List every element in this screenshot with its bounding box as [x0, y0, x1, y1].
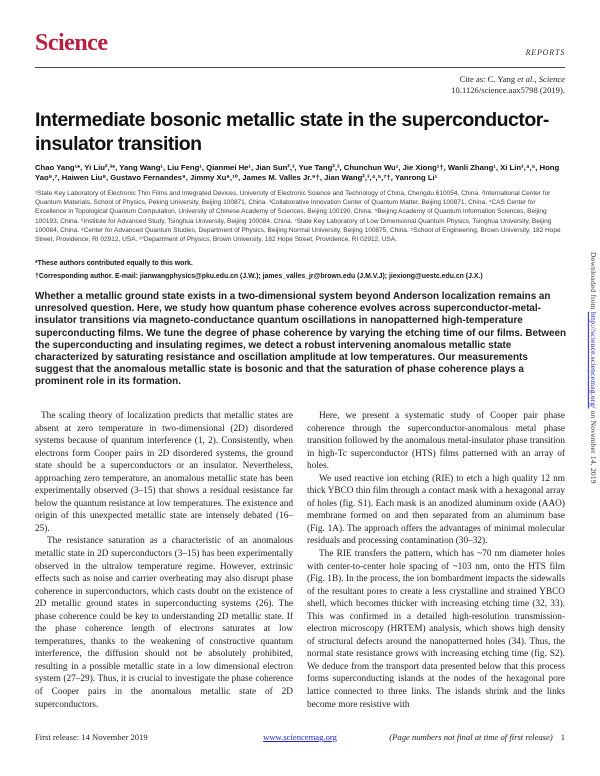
download-stamp-vertical [589, 252, 598, 562]
body-right-column [307, 410, 565, 711]
corresponding-prefix: †Corresponding author. E-mail: [35, 273, 140, 280]
body-paragraph: The scaling theory of localization predicts that metallic states are absent at zero temperature in two-dimensional (2D) disordered systems because of quantum interference (1, 2). Consistently, when electrons form Cooper pairs in 2D disordered systems, the ground state should be a superconductors or an insulator. Nevertheless, approaching zero temperature, an anomalous metallic state has been experimentally observed (3–15) that shows a residual resistance far below the quantum resistance at low temperatures. The existence and origin of this unexpected metallic state are intensely debated (16–25). [35, 411, 293, 534]
section-label-reports: REPORTS [525, 48, 565, 57]
body-two-columns [35, 410, 565, 711]
cite-doi-line: 10.1126/science.aax5798 (2019). [451, 84, 565, 95]
email-link-jx[interactable]: jiexiong@uestc.edu.cn [388, 273, 464, 280]
abstract-text: Whether a metallic ground state exists in a two-dimensional system beyond Anderson localization remains an unresolved question. Here, we study how quantum phase coherence evolves across superconductor-metal-insulator transitions via magneto-conductance quantum oscillations in nanopatterned high-temperature superconducting films. We tune the degree of phase coherence by varying the etching time of our films. Between the superconducting and insulating regimes, we detect a robust intervening anomalous metallic state characterized by saturating resistance and oscillation amplitude at low temperatures. Our measurements suggest that the anomalous metallic state is bosonic and that the saturation of phase coherence plays a prominent role in its formation. [35, 291, 566, 388]
corresponding-author-note [35, 273, 565, 280]
body-paragraph: We used reactive ion etching (RIE) to etch a high quality 12 nm thick YBCO thin film through a contact mask with a hexagonal array of holes (fig. S1). Each mask is an anodized aluminum oxide (AAO) membrane formed on and then separated from an aluminum base (Fig. 1A). The approach offers the advantages of minimal molecular residuals and processing contamination (30–32). [307, 473, 565, 547]
first-release-date: First release: 14 November 2019 [35, 732, 148, 742]
corresponding-mid2: (J.M.V.J); [355, 273, 389, 280]
paper-title [35, 109, 575, 156]
science-journal-logo: Science [35, 30, 108, 56]
affiliations-block: ¹State Key Laboratory of Electronic Thin Films and Integrated Devices, University of Electronic Science and Technology of China, Chengdu 610054, China. ²International Center for Quantum Materials, School of Physics, Peking University, Beijing 100871, China. ³Collaborative Innovation Center of Quantum Matter, Beijing 100871, China. ⁴CAS Center for Excellence in Topological Quantum Computation, University of Chinese Academy of Sciences, Beijing 100190, China. ⁵Beijing Academy of Quantum Information Sciences, Beijing 100193, China. ⁶Institute for Advanced Study, Tsinghua University, Beijing 100084, China. ⁷State Key Laboratory of Low Dimensional Quantum Physics, Tsinghua University, Beijing 100084, China. ⁸Center for Advanced Quantum Studies, Department of Physics, Beijing Normal University, Beijing 100875, China. ⁹School of Engineering, Brown University, 182 Hope Street, Providence, RI 02912, USA. ¹⁰Department of Physics, Brown University, 182 Hope Street, Providence, RI 02912, USA. [35, 190, 561, 244]
cite-prefix: Cite as: C. Yang [459, 74, 518, 84]
download-stamp-prefix: Downloaded from [589, 252, 598, 312]
body-paragraph: The RIE transfers the pattern, which has ~70 nm diameter holes with center-to-center hole spacing of ~103 nm, onto the HTS film (Fig. 1B). In the process, the ion bombardment impacts the sidewalls of the resultant pores to create a less crystalline and strained YBCO shell, which becomes thicker with increasing etching time (32, 33). This was confirmed in a detailed high-resolution transmission-electron microscopy (HRTEM) analysis, which shows high density of structural defects around the nanopatterned holes (34). Thus, the normal state resistance grows with increasing etching time (fig. S2). We deduce from the transport data presented below that this process forms superconducting islands at the nodes of the hexagonal pore lattice connected to three links. The islands shrink and the links become more resistive with [307, 549, 565, 710]
paper-title-line1: Intermediate bosonic metallic state in the superconductor- [35, 109, 549, 131]
cite-sep: , [534, 74, 539, 84]
cite-line-1 [451, 74, 565, 85]
cite-etal: et al. [517, 74, 535, 84]
page-footer [35, 732, 565, 742]
footer-right-group [365, 732, 565, 742]
cite-journal: Science [538, 74, 565, 84]
paper-title-line2: insulator transition [35, 132, 202, 155]
corresponding-suffix: (J.X.) [463, 273, 483, 280]
cite-as-block [451, 74, 565, 96]
footer-site-container [235, 732, 365, 742]
equal-contribution-note: *These authors contributed equally to this work. [35, 260, 193, 267]
email-link-jmvj[interactable]: james_valles_jr@brown.edu [262, 273, 356, 280]
email-link-jw[interactable]: jianwangphysics@pku.edu.cn [139, 273, 239, 280]
sciencemag-link[interactable]: www.sciencemag.org [263, 732, 337, 742]
body-paragraph: Here, we present a systematic study of Cooper pair phase coherence through the superconductor-anomalous metal phase transition followed by the anomalous metal-insulator phase transition in high-Tc superconductor (HTS) films patterned with an array of holes. [307, 411, 565, 472]
download-stamp-suffix: on November 14, 2019 [589, 408, 598, 484]
page-numbers-note: (Page numbers not final at time of first release) [389, 732, 553, 742]
body-left-column [35, 410, 293, 711]
corresponding-mid1: (J.W.); [238, 273, 263, 280]
body-paragraph: The resistance saturation as a characteristic of an anomalous metallic state in 2D superconductors (3–15) has been experimentally observed in the ultralow temperature regime. However, extrinsic effects such as noise and carrier overheating may also disrupt phase coherence in superconductors, which casts doubt on the existence of 2D metallic ground states in superconducting systems (26). The phase coherence could be key to understanding 2D metallic state. If the phase coherence length of electrons saturates at low temperatures, thanks to the weakening of constructive quantum interference, the diffusion should not be absolutely prohibited, resulting in a possible metallic state in a low dimensional electron system (27–29). Thus, it is crucial to investigate the phase coherence of Cooper pairs in the anomalous metallic state of 2D superconductors. [35, 536, 293, 710]
page-number: 1 [560, 732, 565, 742]
download-stamp-url-link[interactable]: http://science.sciencemag.org/ [589, 311, 598, 409]
header-divider-rule [35, 67, 565, 68]
authors-line: Chao Yang¹*, Yi Liu²,³*, Yang Wang¹, Liu Feng¹, Qianmei He¹, Jian Sun²,³, Yue Tang²,³, Chunchun Wu¹, Jie Xiong¹†, Wanli Zhang¹, Xi Lin³,⁴,⁵, Hong Yao⁶,⁷, Haiwen Liu⁸, Gustavo Fernandes⁹, Jimmy Xu⁹,¹⁰, James M. Valles Jr.⁹†, Jian Wang²,³,⁴,⁵,⁷†, Yanrong Li¹ [35, 163, 560, 182]
